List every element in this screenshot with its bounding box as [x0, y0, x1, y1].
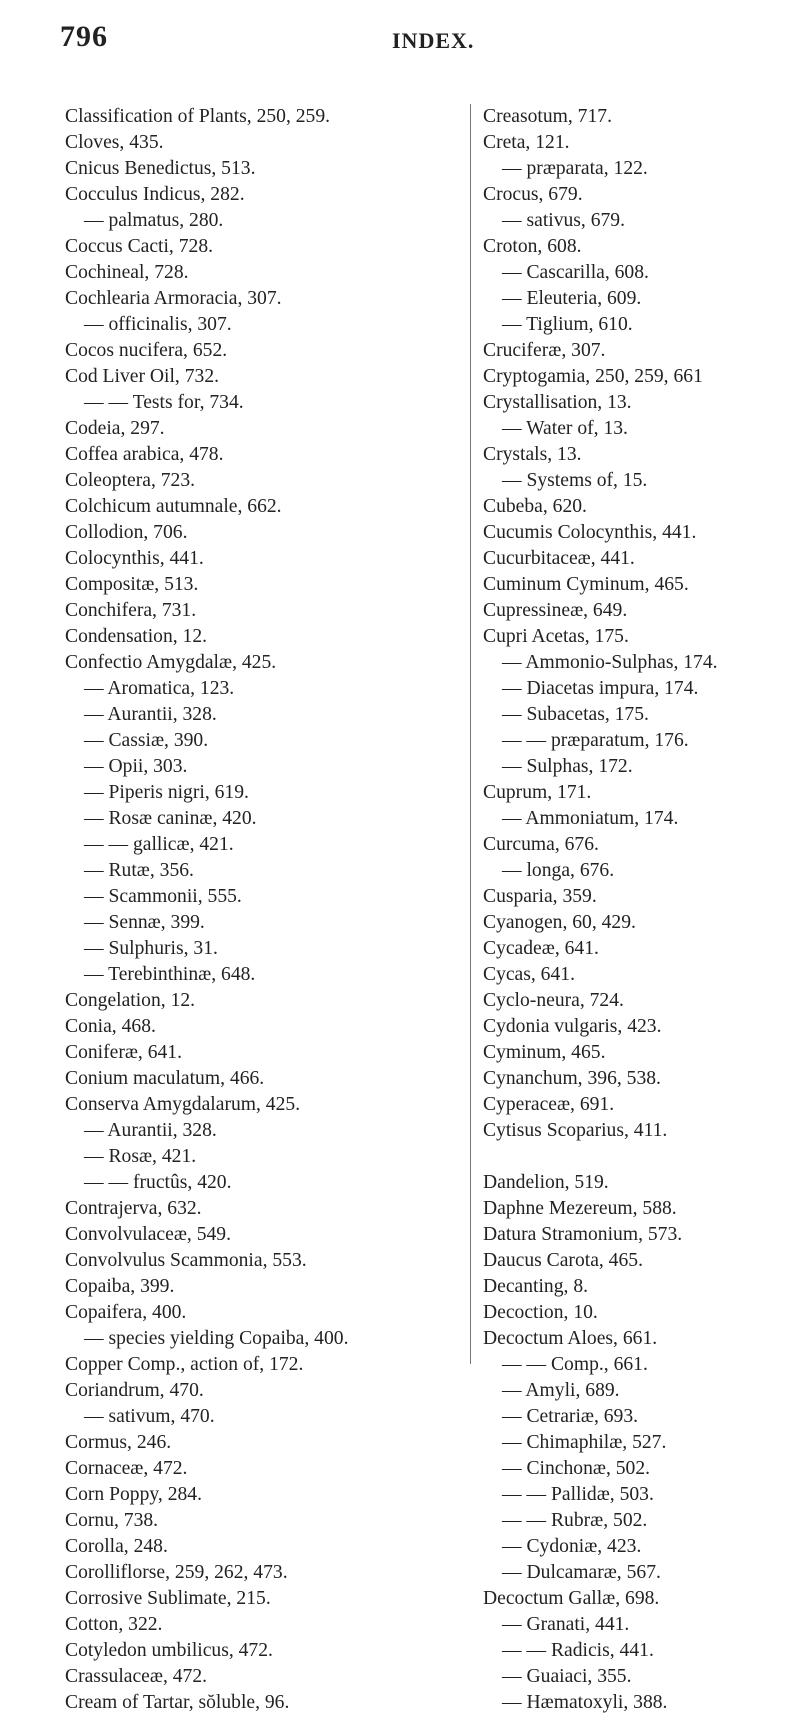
index-entry: — palmatus, 280.: [84, 210, 224, 231]
index-entry: Creta, 121.: [483, 132, 570, 153]
index-entry: — Granati, 441.: [502, 1614, 630, 1635]
index-entry: Cornaceæ, 472.: [65, 1458, 188, 1479]
index-entry: — Cydoniæ, 423.: [502, 1536, 642, 1557]
index-entry: Codeia, 297.: [65, 418, 165, 439]
index-entry: Cloves, 435.: [65, 132, 164, 153]
index-entry: Cupressineæ, 649.: [483, 600, 628, 621]
index-entry: Cydonia vulgaris, 423.: [483, 1016, 662, 1037]
index-entry: Cocos nucifera, 652.: [65, 340, 228, 361]
index-entry: Cruciferæ, 307.: [483, 340, 606, 361]
index-entry: Coleoptera, 723.: [65, 470, 196, 491]
index-entry: Corn Poppy, 284.: [65, 1484, 202, 1505]
index-entry: Confectio Amygdalæ, 425.: [65, 652, 277, 673]
page-number: 796: [60, 20, 108, 53]
index-entry: Croton, 608.: [483, 236, 582, 257]
index-entry: Decoction, 10.: [483, 1302, 598, 1323]
index-entry: Cormus, 246.: [65, 1432, 172, 1453]
index-entry: — Sennæ, 399.: [84, 912, 205, 933]
index-entry: Crystallisation, 13.: [483, 392, 632, 413]
index-column-right: [483, 104, 793, 1716]
index-entry: Cocculus Indicus, 282.: [65, 184, 245, 205]
index-column-left: [65, 104, 460, 1716]
index-entry: — — fructûs, 420.: [84, 1172, 232, 1193]
index-entry: — Systems of, 15.: [502, 470, 648, 491]
index-entry: — Scammonii, 555.: [84, 886, 242, 907]
index-entry: — Ammonio-Sulphas, 174.: [502, 652, 718, 673]
index-entry: Coccus Cacti, 728.: [65, 236, 214, 257]
index-entry: Contrajerva, 632.: [65, 1198, 202, 1219]
index-entry: — Diacetas impura, 174.: [502, 678, 699, 699]
index-entry: — sativum, 470.: [84, 1406, 215, 1427]
index-entry: Daucus Carota, 465.: [483, 1250, 643, 1271]
index-entry: Convolvulus Scammonia, 553.: [65, 1250, 307, 1271]
index-entry: Cubeba, 620.: [483, 496, 587, 517]
index-entry: Crystals, 13.: [483, 444, 582, 465]
index-entry: Cuminum Cyminum, 465.: [483, 574, 689, 595]
index-entry: — — Comp., 661.: [502, 1354, 648, 1375]
index-entry: Cynanchum, 396, 538.: [483, 1068, 661, 1089]
index-entry: — — præparatum, 176.: [502, 730, 689, 751]
index-entry: — species yielding Copaiba, 400.: [84, 1328, 349, 1349]
index-entry: Conserva Amygdalarum, 425.: [65, 1094, 301, 1115]
index-entry: Cucumis Colocynthis, 441.: [483, 522, 697, 543]
index-entry: Decanting, 8.: [483, 1276, 589, 1297]
index-entry: — longa, 676.: [502, 860, 615, 881]
running-head: INDEX.: [392, 28, 475, 53]
index-entry: — Piperis nigri, 619.: [84, 782, 249, 803]
index-entry: — præparata, 122.: [502, 158, 648, 179]
index-entry: — officinalis, 307.: [84, 314, 232, 335]
index-entry: Compositæ, 513.: [65, 574, 199, 595]
index-entry: — Cetrariæ, 693.: [502, 1406, 639, 1427]
index-entry: Coffea arabica, 478.: [65, 444, 224, 465]
index-entry: Cycadeæ, 641.: [483, 938, 599, 959]
index-entry: Cytisus Scoparius, 411.: [483, 1120, 668, 1141]
index-entry: Daphne Mezereum, 588.: [483, 1198, 677, 1219]
index-entry: Cotyledon umbilicus, 472.: [65, 1640, 273, 1661]
index-entry: Condensation, 12.: [65, 626, 208, 647]
index-entry: — Rosæ caninæ, 420.: [84, 808, 257, 829]
section-gap: [483, 1144, 793, 1170]
index-entry: Cyclo-neura, 724.: [483, 990, 624, 1011]
index-entry: Congelation, 12.: [65, 990, 196, 1011]
index-entry: Cornu, 738.: [65, 1510, 159, 1531]
index-entry: Coniferæ, 641.: [65, 1042, 183, 1063]
index-entry: Convolvulaceæ, 549.: [65, 1224, 231, 1245]
index-entry: — Aurantii, 328.: [84, 1120, 217, 1141]
index-entry: — Cinchonæ, 502.: [502, 1458, 651, 1479]
index-entry: Cycas, 641.: [483, 964, 575, 985]
index-entry: Cotton, 322.: [65, 1614, 163, 1635]
index-entry: Colchicum autumnale, 662.: [65, 496, 282, 517]
index-entry: Conia, 468.: [65, 1016, 156, 1037]
index-entry: — Terebinthinæ, 648.: [84, 964, 256, 985]
index-entry: Cod Liver Oil, 732.: [65, 366, 220, 387]
index-entry: — Amyli, 689.: [502, 1380, 620, 1401]
index-entry: — sativus, 679.: [502, 210, 626, 231]
index-entry: — Tiglium, 610.: [502, 314, 633, 335]
index-entry: Corolliflorse, 259, 262, 473.: [65, 1562, 288, 1583]
index-entry: — — Rubræ, 502.: [502, 1510, 648, 1531]
index-entry: — Hæmatoxyli, 388.: [502, 1692, 668, 1713]
index-entry: — Opii, 303.: [84, 756, 188, 777]
index-entry: Curcuma, 676.: [483, 834, 599, 855]
index-entry: Cusparia, 359.: [483, 886, 597, 907]
index-entry: Copaifera, 400.: [65, 1302, 187, 1323]
index-entry: — Rosæ, 421.: [84, 1146, 197, 1167]
index-entry: — Ammoniatum, 174.: [502, 808, 679, 829]
index-entry: Cochlearia Armoracia, 307.: [65, 288, 282, 309]
index-entry: Copaiba, 399.: [65, 1276, 175, 1297]
index-entry: — Sulphuris, 31.: [84, 938, 218, 959]
index-entry: — — Pallidæ, 503.: [502, 1484, 654, 1505]
index-entry: — Cascarilla, 608.: [502, 262, 649, 283]
index-entry: Colocynthis, 441.: [65, 548, 204, 569]
index-entry: Copper Comp., action of, 172.: [65, 1354, 304, 1375]
index-entry: Cyperaceæ, 691.: [483, 1094, 615, 1115]
index-entry: Cyminum, 465.: [483, 1042, 606, 1063]
index-entry: Coriandrum, 470.: [65, 1380, 204, 1401]
index-entry: — Chimaphilæ, 527.: [502, 1432, 667, 1453]
index-entry: — Cassiæ, 390.: [84, 730, 209, 751]
index-entry: Cupri Acetas, 175.: [483, 626, 629, 647]
index-entry: Cyanogen, 60, 429.: [483, 912, 636, 933]
index-entry: Conium maculatum, 466.: [65, 1068, 265, 1089]
index-entry: Cryptogamia, 250, 259, 661: [483, 366, 703, 387]
index-entry: Datura Stramonium, 573.: [483, 1224, 683, 1245]
index-entry: — — Tests for, 734.: [84, 392, 244, 413]
index-entry: — Water of, 13.: [502, 418, 628, 439]
index-entry: — Eleuteria, 609.: [502, 288, 642, 309]
index-entry: — Rutæ, 356.: [84, 860, 194, 881]
index-entry: Classification of Plants, 250, 259.: [65, 106, 331, 127]
index-entry: Cochineal, 728.: [65, 262, 189, 283]
index-entry: Collodion, 706.: [65, 522, 188, 543]
index-entry: — Sulphas, 172.: [502, 756, 633, 777]
index-entry: — Aurantii, 328.: [84, 704, 217, 725]
index-entry: Corrosive Sublimate, 215.: [65, 1588, 271, 1609]
index-entry: Decoctum Aloes, 661.: [483, 1328, 658, 1349]
index-entry: Decoctum Gallæ, 698.: [483, 1588, 660, 1609]
index-entry: — Dulcamaræ, 567.: [502, 1562, 661, 1583]
index-entry: — — Radicis, 441.: [502, 1640, 654, 1661]
index-entry: Cucurbitaceæ, 441.: [483, 548, 635, 569]
index-entry: Crassulaceæ, 472.: [65, 1666, 208, 1687]
index-entry: — Guaiaci, 355.: [502, 1666, 632, 1687]
index-entry: — — gallicæ, 421.: [84, 834, 234, 855]
index-entry: Cuprum, 171.: [483, 782, 592, 803]
index-entry: Cream of Tartar, sŏluble, 96.: [65, 1692, 290, 1713]
index-entry: — Aromatica, 123.: [84, 678, 235, 699]
index-entry: Crocus, 679.: [483, 184, 583, 205]
index-entry: Cnicus Benedictus, 513.: [65, 158, 256, 179]
index-entry: — Subacetas, 175.: [502, 704, 649, 725]
column-divider: [470, 104, 471, 1364]
index-entry: Dandelion, 519.: [483, 1172, 609, 1193]
index-entry: Conchifera, 731.: [65, 600, 197, 621]
index-entry: Corolla, 248.: [65, 1536, 168, 1557]
index-entry: Creasotum, 717.: [483, 106, 612, 127]
